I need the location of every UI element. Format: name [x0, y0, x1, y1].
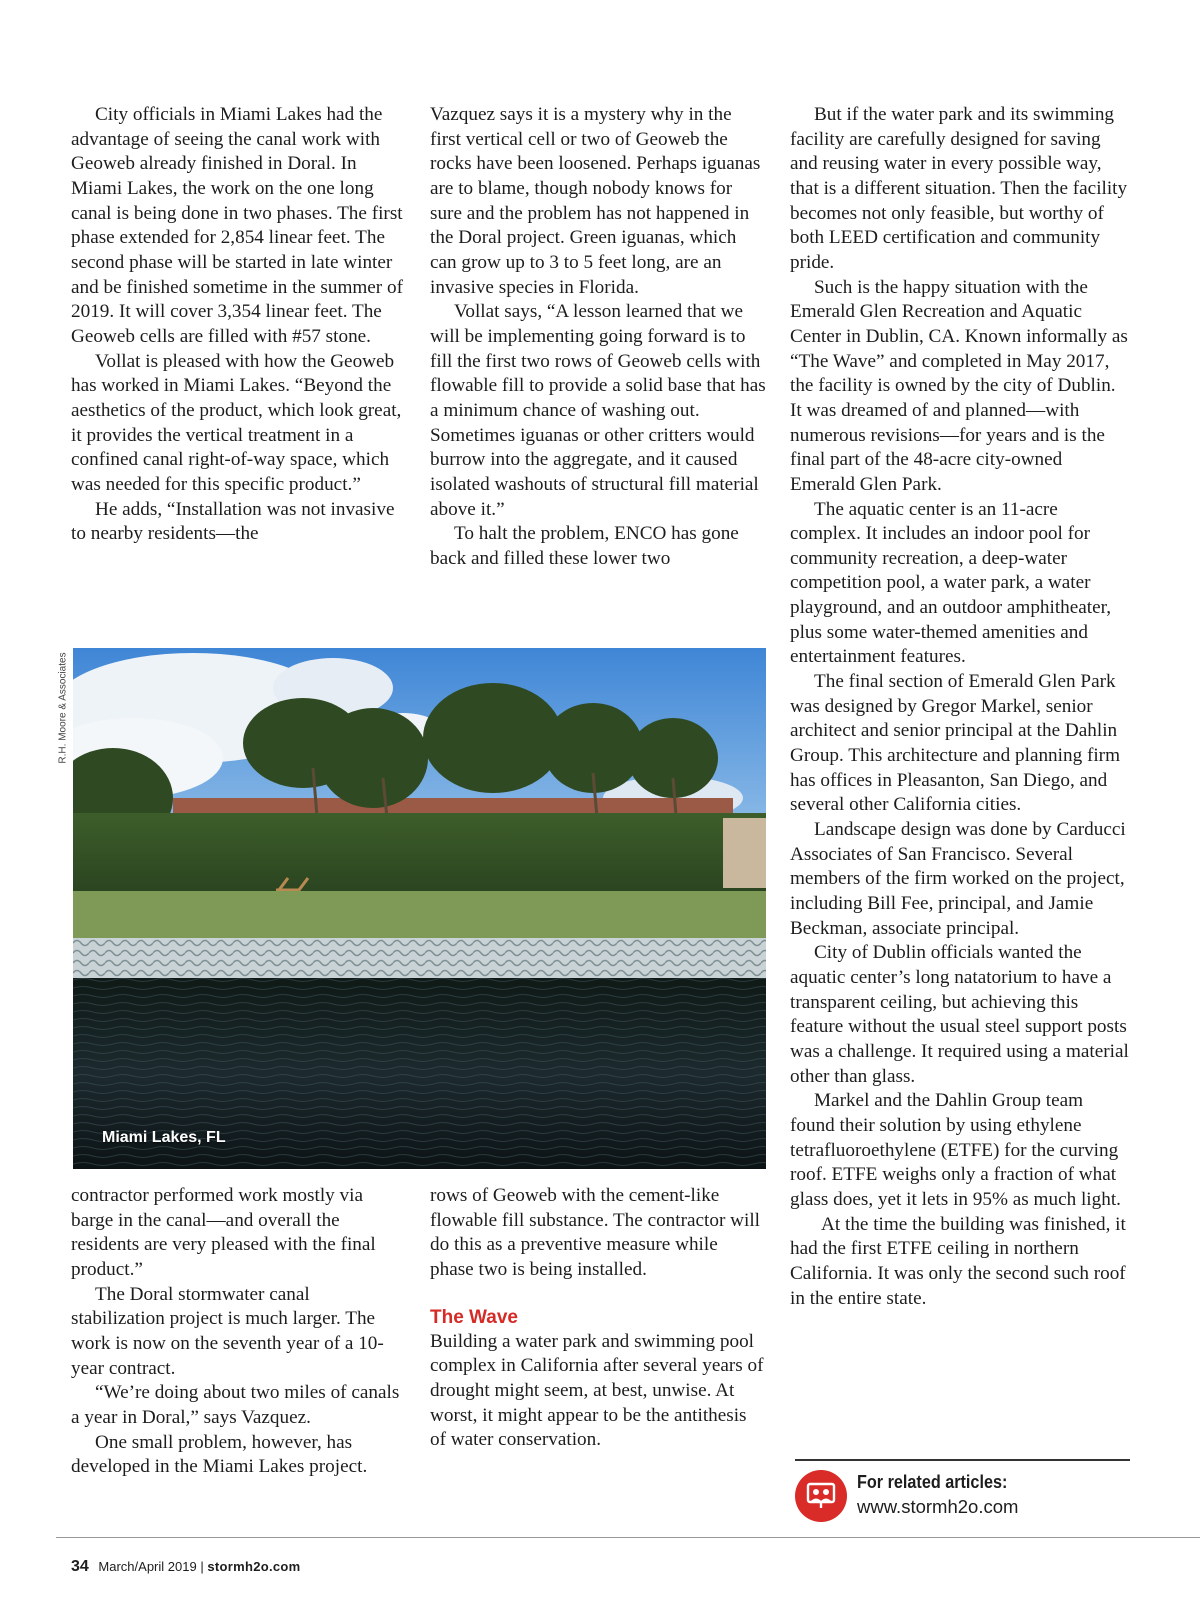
related-title: For related articles: [857, 1472, 1008, 1492]
paragraph: At the time the building was finished, it had the first ETFE ceiling in northern California. It was only the second such roof in the entire state. [790, 1213, 1126, 1309]
paragraph: rows of Geoweb with the cement-like flowable fill substance. The contractor will do this as a preventive measure while phase two is being installed. [430, 1185, 760, 1280]
canal-photo-image [73, 648, 766, 1169]
column-1-top [71, 103, 406, 547]
page-number: 34 [71, 1558, 89, 1575]
paragraph: Markel and the Dahlin Group team found their solution by using ethylene tetrafluoroethylene (ETFE) for the curving roof. ETFE weighs only a fraction of what glass does, yet it lets in 95% as much light. [790, 1090, 1121, 1210]
column-2-top [430, 103, 766, 571]
footer-divider [56, 1537, 1200, 1538]
column-3 [790, 103, 1130, 1311]
related-divider [795, 1459, 1130, 1461]
related-articles[interactable] [795, 1470, 1130, 1526]
column-2-bottom [430, 1184, 766, 1453]
paragraph: Vollat is pleased with how the Geoweb has worked in Miami Lakes. “Beyond the aesthetics of the product, which look great, it provides the vertical treatment in a confined canal right-of-way space, which was needed for this specific product.” [71, 350, 402, 495]
column-1-bottom [71, 1184, 406, 1480]
paragraph: To halt the problem, ENCO has gone back and filled these lower two [430, 523, 739, 569]
paragraph: Such is the happy situation with the Emerald Glen Recreation and Aquatic Center in Dublin, CA. Known informally as “The Wave” and completed in May 2017, the facility is owned by the city of Dublin. It was dreamed of and planned—with numerous revisions—for years and is the final part of the 48-acre city-owned Emerald Glen Park. [790, 276, 1128, 495]
paragraph: But if the water park and its swimming facility are carefully designed for saving and reusing water in every possible way, that is a different situation. Then the facility becomes not only feasible, but worthy of both LEED certification and community pride. [790, 104, 1128, 273]
paragraph: The final section of Emerald Glen Park was designed by Gregor Markel, senior architect and senior principal at the Dahlin Group. This architecture and planning firm has offices in Pleasanton, San Diego, and several other California cities. [790, 671, 1121, 816]
paragraph: Vollat says, “A lesson learned that we will be implementing going forward is to fill the first two rows of Geoweb cells with flowable fill to provide a solid base that has a minimum chance of washing out. Sometimes iguanas or other critters would burrow into the aggregate, and it caused isolated washouts of structural fill material above it.” [430, 301, 766, 520]
photo-credit: R.H. Moore & Associates [57, 652, 69, 764]
photo-caption: Miami Lakes, FL [102, 1129, 226, 1146]
canal-photo [73, 648, 766, 1169]
paragraph: The Doral stormwater canal stabilization project is much larger. The work is now on the seventh year of a 10-year contract. [71, 1283, 384, 1379]
paragraph: City officials in Miami Lakes had the advantage of seeing the canal work with Geoweb already finished in Doral. In Miami Lakes, the work on the one long canal is being done in two phases. The first phase extended for 2,854 linear feet. The second phase will be started in late winter and be finished sometime in the summer of 2019. It will cover 3,354 linear feet. The Geoweb cells are filled with #57 stone. [71, 104, 403, 347]
paragraph: contractor performed work mostly via barge in the canal—and overall the residents are very pleased with the final product.” [71, 1185, 376, 1280]
site-name: stormh2o.com [207, 1559, 301, 1574]
paragraph: The aquatic center is an 11-acre complex. It includes an indoor pool for community recreation, a deep-water competition pool, a water park, a water playground, and an outdoor amphitheater, plus some water-themed amenities and entertainment features. [790, 498, 1112, 668]
paragraph: “We’re doing about two miles of canals a year in Doral,” says Vazquez. [71, 1382, 400, 1428]
paragraph: Landscape design was done by Carducci Associates of San Francisco. Several members of the firm worked on the project, including Bill Fee, principal, and Jamie Beckman, associate principal. [790, 819, 1126, 939]
paragraph: City of Dublin officials wanted the aquatic center’s long natatorium to have a transparent ceiling, but achieving this feature without the usual steel support posts was a challenge. It required using a material other than glass. [790, 942, 1129, 1087]
paragraph: One small problem, however, has developed in the Miami Lakes project. [71, 1431, 368, 1478]
paragraph: Building a water park and swimming pool complex in California after several years of drought might seem, at best, unwise. At worst, it might appear to be the antithesis of water conservation. [430, 1330, 764, 1451]
issue-date: March/April 2019 [98, 1559, 197, 1574]
footer-separator: | [200, 1559, 204, 1574]
section-subhead: The Wave [430, 1306, 518, 1328]
paragraph: Vazquez says it is a mystery why in the first vertical cell or two of Geoweb the rocks have been loosened. Perhaps iguanas are to blame, though nobody knows for sure and the problem has not happened in the Doral project. Green iguanas, which can grow up to 3 to 5 feet long, are an invasive species in Florida. [430, 104, 761, 298]
paragraph: He adds, “Installation was not invasive to nearby residents—the [71, 498, 395, 545]
related-link[interactable]: www.stormh2o.com [857, 1496, 1019, 1517]
related-articles-icon [795, 1470, 847, 1522]
page-footer [71, 1558, 301, 1576]
